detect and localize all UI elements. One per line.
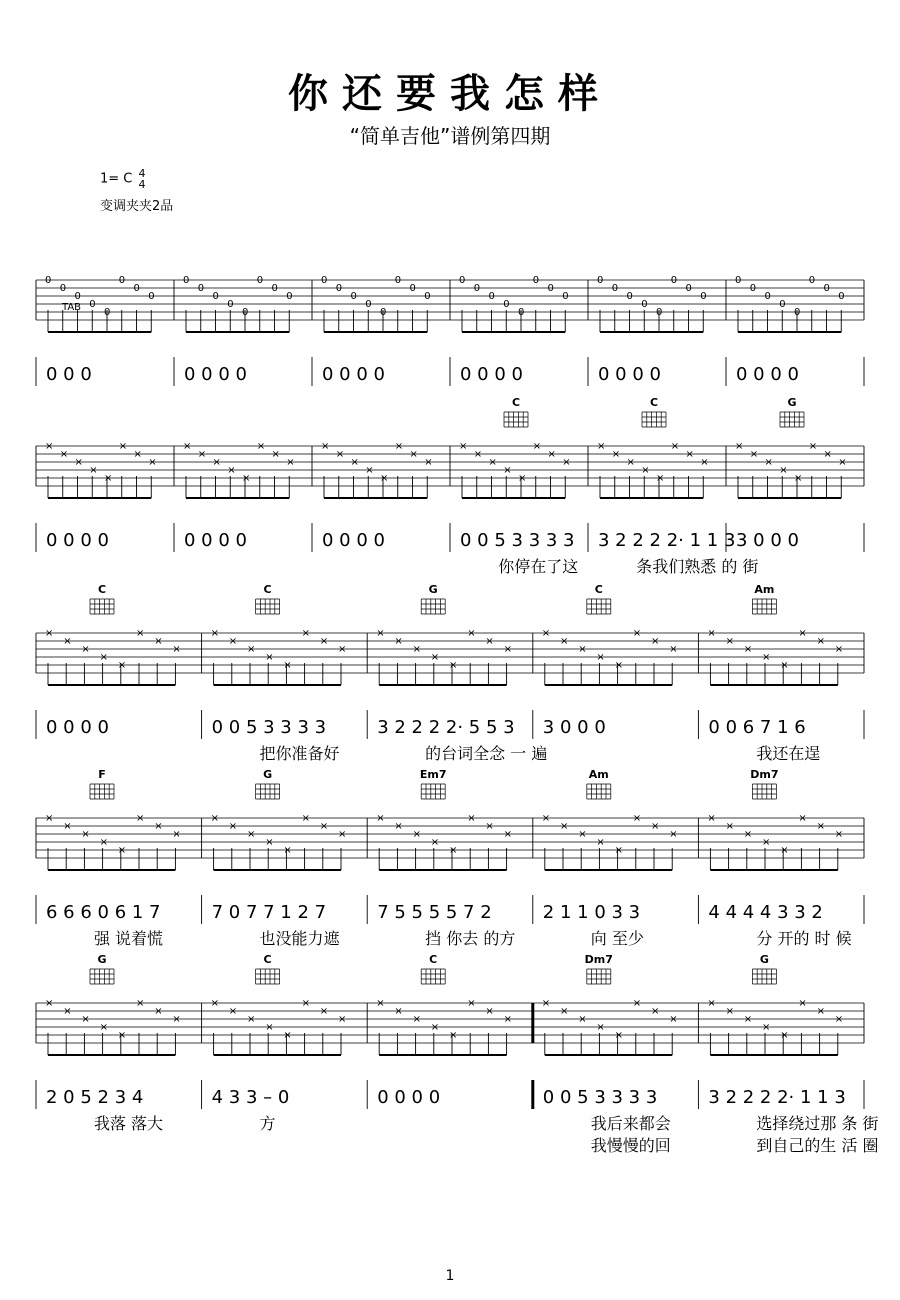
tab-fret-mark: ×	[319, 821, 329, 832]
tab-fret-mark: ×	[265, 1022, 274, 1033]
chord-name: C	[649, 396, 659, 409]
tab-fret-mark: ×	[798, 628, 807, 639]
tab-fret-mark: ×	[449, 660, 458, 671]
tab-fret-mark: ×	[503, 1014, 512, 1025]
tab-fret-mark: ×	[578, 1014, 587, 1025]
numbered-notes: 0 0 6 7 1 6	[708, 717, 806, 738]
tab-fret-mark: ×	[319, 1006, 329, 1017]
tab-fret-mark: ×	[834, 829, 844, 840]
tab-fret-mark: ×	[685, 449, 694, 460]
chord-name: Am	[754, 583, 775, 596]
tab-fret-mark: ×	[834, 1014, 844, 1025]
tab-fret-mark: 0	[735, 275, 742, 286]
tab-fret-mark: ×	[81, 1014, 90, 1025]
tab-fret-mark: ×	[412, 644, 421, 655]
chord-name: C	[511, 396, 521, 409]
tab-fret-mark: 0	[74, 291, 81, 302]
numbered-notes: 0 0 0 0	[736, 364, 799, 385]
tab-fret-mark: 0	[473, 283, 481, 294]
tab-fret-mark: ×	[780, 845, 789, 856]
tab-fret-mark: ×	[651, 1006, 660, 1017]
tab-fret-mark: 0	[838, 291, 845, 302]
tab-fret-mark: ×	[394, 636, 403, 647]
tab-fret-mark: ×	[172, 1014, 181, 1025]
lyric-line: 你停在了这	[498, 557, 579, 576]
tab-fret-mark: ×	[301, 628, 310, 639]
tab-fret-mark: ×	[89, 465, 98, 476]
tab-fret-mark: ×	[725, 636, 734, 647]
numbered-notes: 3 0 0 0	[736, 530, 799, 551]
numbered-notes: 2 1 1 0 3 3	[542, 902, 641, 923]
numbered-notes: 7 0 7 7 1 2 7	[211, 902, 327, 923]
tab-fret-mark: ×	[212, 457, 221, 468]
tab-fret-mark: ×	[81, 644, 90, 655]
lyric-line: 我落 落大	[93, 1114, 164, 1133]
tab-fret-mark: ×	[503, 465, 512, 476]
numbered-notes: 0 0 5 3 3 3 3	[460, 530, 575, 551]
tab-fret-mark: 0	[656, 307, 663, 318]
tab-fret-mark: ×	[823, 449, 832, 460]
tab-fret-mark: ×	[669, 1014, 678, 1025]
tab-fret-mark: ×	[485, 821, 494, 832]
tab-fret-mark: ×	[503, 829, 512, 840]
tab-fret-mark: 0	[118, 275, 126, 286]
lyric-line: 强 说着慌	[93, 929, 164, 948]
tab-fret-mark: ×	[597, 441, 606, 452]
tab-fret-mark: ×	[707, 998, 716, 1009]
key-signature	[100, 168, 146, 190]
numbered-notes: 0 0 0 0	[46, 717, 109, 738]
tab-fret-mark: ×	[242, 473, 251, 484]
tab-staff-svg	[0, 583, 900, 785]
tab-fret-mark: ×	[247, 1014, 256, 1025]
tab-fret-mark: ×	[614, 845, 623, 856]
tab-fret-mark: ×	[197, 449, 207, 460]
numbered-notes: 0 0 0 0	[377, 1087, 441, 1108]
tab-fret-mark: 0	[394, 275, 402, 286]
tab-fret-mark: ×	[148, 457, 157, 468]
tab-fret-mark: ×	[459, 441, 468, 452]
tab-fret-mark: ×	[228, 1006, 238, 1017]
tab-fret-mark: 0	[45, 275, 52, 286]
tab-fret-mark: 0	[286, 291, 293, 302]
tab-fret-mark: ×	[670, 441, 680, 452]
song-title: 你还要我怎样	[288, 70, 612, 117]
tab-fret-mark: ×	[172, 644, 181, 655]
tab-fret-mark: 0	[685, 283, 692, 294]
tab-fret-mark: ×	[632, 998, 642, 1009]
numbered-notes: 0 0 5 3 3 3 3	[211, 717, 327, 738]
tab-fret-mark: ×	[762, 1022, 771, 1033]
tab-fret-mark: ×	[321, 441, 330, 452]
tab-fret-mark: 0	[242, 307, 249, 318]
chord-name: C	[97, 583, 107, 596]
tab-fret-mark: ×	[560, 821, 569, 832]
tab-fret-mark: ×	[183, 441, 192, 452]
chord-name: G	[97, 953, 107, 966]
tab-fret-mark: ×	[172, 829, 181, 840]
lyric-line: 方	[259, 1114, 276, 1133]
tab-fret-mark: ×	[700, 457, 709, 468]
tab-fret-mark: 0	[424, 291, 431, 302]
tab-fret-mark: ×	[247, 829, 256, 840]
tab-fret-mark: ×	[210, 628, 219, 639]
chord-name: Em7	[419, 768, 447, 781]
song-subtitle: “简单吉他”谱例第四期	[349, 124, 551, 148]
tab-fret-mark: 0	[183, 275, 190, 286]
tab-fret-mark: 0	[133, 283, 140, 294]
tab-fret-mark: ×	[394, 1006, 403, 1017]
tab-fret-mark: ×	[779, 465, 788, 476]
tab-fret-mark: ×	[467, 998, 476, 1009]
tab-fret-mark: 0	[335, 283, 343, 294]
tab-fret-mark: ×	[762, 837, 771, 848]
tab-fret-mark: ×	[335, 449, 345, 460]
tab-fret-mark: ×	[578, 829, 587, 840]
tab-fret-mark: ×	[376, 813, 385, 824]
lyric-line-2: 到自己的生 活 圈	[756, 1136, 879, 1155]
tab-fret-mark: 0	[749, 283, 757, 294]
numbered-notes: 0 0 0 0	[322, 530, 385, 551]
tab-fret-mark: ×	[614, 660, 623, 671]
tab-fret-mark: ×	[283, 845, 292, 856]
tab-fret-mark: ×	[762, 652, 771, 663]
tab-fret-mark: ×	[376, 628, 385, 639]
numbered-notes: 6 6 6 0 6 1 7	[46, 902, 161, 923]
numbered-notes: 4 3 3 – 0	[211, 1087, 290, 1108]
tab-fret-mark: ×	[136, 628, 145, 639]
tab-fret-mark: ×	[63, 821, 72, 832]
tab-fret-mark: ×	[541, 813, 551, 824]
numbered-notes: 0 0 0	[46, 364, 92, 385]
tab-fret-mark: ×	[473, 449, 483, 460]
tab-fret-mark: ×	[136, 998, 145, 1009]
tab-fret-mark: ×	[651, 821, 660, 832]
tab-fret-mark: ×	[265, 837, 274, 848]
tab-fret-mark: ×	[228, 636, 238, 647]
tab-fret-mark: 0	[611, 283, 619, 294]
numbered-notes: 0 0 0 0	[46, 530, 109, 551]
tab-fret-mark: 0	[670, 275, 678, 286]
tab-staff-svg	[0, 768, 900, 970]
numbered-notes: 0 0 5 3 3 3 3	[542, 1087, 658, 1108]
numbered-notes: 7 5 5 5 5 7 2	[377, 902, 492, 923]
tab-fret-mark: 0	[459, 275, 466, 286]
tab-fret-mark: ×	[725, 1006, 734, 1017]
tab-fret-mark: ×	[99, 652, 108, 663]
tab-fret-mark: 0	[823, 283, 830, 294]
chord-name: Dm7	[584, 953, 613, 966]
tab-fret-mark: 0	[626, 291, 633, 302]
score-system	[0, 583, 900, 785]
tab-fret-mark: ×	[596, 837, 605, 848]
tab-fret-mark: ×	[365, 465, 374, 476]
tab-staff-svg	[0, 262, 900, 432]
tab-fret-mark: 0	[532, 275, 540, 286]
tab-fret-mark: 0	[59, 283, 67, 294]
tab-fret-mark: ×	[286, 457, 295, 468]
tab-fret-mark: 0	[700, 291, 707, 302]
tab-fret-mark: ×	[725, 821, 734, 832]
tab-fret-mark: ×	[350, 457, 359, 468]
tab-fret-mark: ×	[560, 1006, 569, 1017]
lyric-line: 向 至少	[590, 929, 644, 948]
time-signature	[139, 168, 146, 190]
tab-fret-mark: ×	[283, 660, 292, 671]
tab-fret-mark: ×	[749, 449, 759, 460]
score-system	[0, 953, 900, 1155]
numbered-notes: 3 0 0 0	[542, 717, 606, 738]
tab-fret-mark: ×	[63, 636, 72, 647]
tab-fret-mark: ×	[301, 998, 310, 1009]
tab-fret-mark: ×	[614, 1030, 623, 1041]
tab-fret-mark: 0	[641, 299, 648, 310]
tab-fret-mark: ×	[228, 821, 238, 832]
lyric-line: 分 开的 时 候	[756, 929, 852, 948]
tab-fret-mark: ×	[319, 636, 329, 647]
tab-fret-mark: ×	[338, 644, 347, 655]
numbered-notes: 0 0 0 0	[460, 364, 523, 385]
chord-name: C	[429, 953, 438, 966]
tab-fret-mark: 0	[764, 291, 771, 302]
tab-fret-mark: ×	[816, 636, 825, 647]
tab-fret-mark: 0	[518, 307, 525, 318]
time-top: 4	[138, 167, 146, 180]
tab-fret-mark: 0	[227, 299, 234, 310]
chord-name: C	[263, 953, 272, 966]
tab-fret-mark: ×	[735, 441, 744, 452]
numbered-notes: 0 0 0 0	[598, 364, 661, 385]
tab-fret-mark: ×	[596, 652, 605, 663]
lyric-line: 挡 你去 的方	[425, 929, 516, 948]
tab-fret-mark: ×	[547, 449, 556, 460]
tab-fret-mark: ×	[265, 652, 274, 663]
tab-fret-mark: ×	[136, 813, 145, 824]
tab-fret-mark: ×	[560, 636, 569, 647]
tab-fret-mark: ×	[133, 449, 142, 460]
tab-fret-mark: ×	[541, 998, 551, 1009]
tab-fret-mark: ×	[449, 1030, 458, 1041]
tab-fret-mark: ×	[578, 644, 587, 655]
chord-name: F	[98, 768, 106, 781]
tab-fret-mark: ×	[780, 1030, 789, 1041]
tab-fret-mark: ×	[117, 845, 127, 856]
chord-name: G	[759, 953, 769, 966]
tab-fret-mark: ×	[301, 813, 310, 824]
tab-fret-mark: ×	[412, 1014, 421, 1025]
tab-fret-mark: ×	[834, 644, 844, 655]
tab-fret-mark: ×	[656, 473, 665, 484]
tab-fret-mark: 0	[350, 291, 357, 302]
tab-fret-mark: ×	[380, 473, 389, 484]
tab-fret-mark: ×	[632, 628, 642, 639]
tab-fret-mark: ×	[838, 457, 847, 468]
tab-fret-mark: ×	[99, 837, 108, 848]
tab-fret-mark: ×	[430, 1022, 440, 1033]
tab-fret-mark: ×	[518, 473, 527, 484]
lyric-line: 把你准备好	[259, 744, 340, 763]
tab-fret-mark: ×	[45, 813, 54, 824]
score-system	[0, 768, 900, 970]
tab-fret-mark: 0	[794, 307, 801, 318]
chord-name: G	[263, 768, 273, 781]
tab-fret-mark: ×	[794, 473, 803, 484]
tab-fret-mark: ×	[816, 1006, 825, 1017]
chord-name: G	[428, 583, 438, 596]
score-system	[0, 396, 900, 598]
numbered-notes: 0 0 0 0	[184, 530, 247, 551]
tab-fret-mark: ×	[210, 998, 219, 1009]
tab-fret-mark: ×	[118, 441, 128, 452]
tab-fret-mark: ×	[412, 829, 421, 840]
tab-fret-mark: ×	[467, 813, 476, 824]
tab-fret-mark: ×	[338, 829, 347, 840]
tab-fret-mark: ×	[376, 998, 385, 1009]
tab-fret-mark: ×	[669, 829, 678, 840]
tab-fret-mark: ×	[780, 660, 789, 671]
tab-fret-mark: ×	[562, 457, 571, 468]
tab-fret-mark: ×	[798, 813, 807, 824]
tab-fret-mark: ×	[743, 644, 753, 655]
tab-fret-mark: ×	[45, 628, 54, 639]
tab-fret-mark: ×	[154, 821, 163, 832]
tab-fret-mark: ×	[430, 837, 440, 848]
tab-fret-mark: ×	[707, 813, 716, 824]
lyric-line: 也没能力遮	[259, 929, 340, 948]
tab-fret-mark: 0	[212, 291, 219, 302]
numbered-notes: 4 4 4 4 3 3 2	[708, 902, 823, 923]
tab-fret-mark: ×	[743, 1014, 753, 1025]
tab-fret-mark: ×	[99, 1022, 108, 1033]
numbered-notes: 2 0 5 2 3 4	[46, 1087, 144, 1108]
tab-clef: TAB	[62, 302, 82, 313]
lyric-line: 我还在逞	[756, 744, 821, 763]
tab-fret-mark: ×	[424, 457, 433, 468]
tab-fret-mark: ×	[743, 829, 753, 840]
tab-fret-mark: ×	[247, 644, 256, 655]
tab-fret-mark: 0	[488, 291, 495, 302]
numbered-notes: 0 0 0 0	[322, 364, 385, 385]
tab-fret-mark: ×	[394, 821, 403, 832]
tab-fret-mark: ×	[467, 628, 476, 639]
tab-fret-mark: ×	[596, 1022, 605, 1033]
tab-fret-mark: 0	[547, 283, 554, 294]
tab-fret-mark: ×	[488, 457, 497, 468]
tab-fret-mark: ×	[117, 660, 127, 671]
numbered-notes: 3 2 2 2 2· 5 5 3	[377, 717, 515, 738]
tab-fret-mark: 0	[271, 283, 278, 294]
tab-fret-mark: ×	[503, 644, 512, 655]
tab-fret-mark: ×	[541, 628, 551, 639]
tab-fret-mark: 0	[89, 299, 96, 310]
chord-name: Dm7	[750, 768, 779, 781]
chord-name: C	[594, 583, 603, 596]
tab-fret-mark: ×	[798, 998, 807, 1009]
tab-fret-mark: ×	[409, 449, 418, 460]
tab-fret-mark: ×	[63, 1006, 72, 1017]
lyric-line: 选择绕过那 条 街	[756, 1114, 879, 1133]
numbered-notes: 3 2 2 2 2· 1 1 3	[598, 530, 736, 551]
tab-fret-mark: ×	[632, 813, 642, 824]
chord-diagram	[752, 583, 776, 614]
tab-fret-mark: ×	[816, 821, 825, 832]
tab-fret-mark: ×	[154, 636, 163, 647]
tab-fret-mark: 0	[148, 291, 155, 302]
tab-fret-mark: 0	[779, 299, 786, 310]
tab-fret-mark: ×	[104, 473, 113, 484]
tab-fret-mark: ×	[808, 441, 818, 452]
tab-fret-mark: ×	[626, 457, 635, 468]
tab-fret-mark: ×	[45, 441, 54, 452]
tab-fret-mark: ×	[74, 457, 83, 468]
tab-fret-mark: 0	[197, 283, 205, 294]
tab-fret-mark: ×	[394, 441, 404, 452]
key-label: 1= C	[100, 171, 133, 187]
tab-fret-mark: ×	[611, 449, 621, 460]
tab-fret-mark: ×	[283, 1030, 292, 1041]
tab-fret-mark: ×	[117, 1030, 127, 1041]
tab-fret-mark: 0	[256, 275, 264, 286]
page-number: 1	[445, 1268, 455, 1284]
lyric-line: 条我们熟悉 的 街	[636, 557, 759, 576]
tab-fret-mark: ×	[641, 465, 650, 476]
lyric-line: 的台词全念 一 遍	[425, 744, 548, 763]
tab-fret-mark: ×	[338, 1014, 347, 1025]
tab-staff-svg	[0, 396, 900, 598]
tab-fret-mark: ×	[154, 1006, 163, 1017]
tab-fret-mark: ×	[651, 636, 660, 647]
tab-fret-mark: 0	[380, 307, 387, 318]
tab-fret-mark: 0	[562, 291, 569, 302]
tab-fret-mark: ×	[764, 457, 773, 468]
tab-fret-mark: ×	[669, 644, 678, 655]
tab-fret-mark: 0	[104, 307, 111, 318]
tab-fret-mark: 0	[409, 283, 416, 294]
chord-name: G	[787, 396, 797, 409]
tab-fret-mark: ×	[449, 845, 458, 856]
numbered-notes: 0 0 0 0	[184, 364, 247, 385]
tab-fret-mark: ×	[81, 829, 90, 840]
tab-fret-mark: ×	[256, 441, 266, 452]
tab-fret-mark: 0	[321, 275, 328, 286]
tab-fret-mark: ×	[430, 652, 440, 663]
chord-name: Am	[588, 768, 609, 781]
capo-note: 变调夹夹2品	[100, 199, 174, 214]
tab-fret-mark: 0	[365, 299, 372, 310]
tab-fret-mark: 0	[503, 299, 510, 310]
tab-fret-mark: ×	[532, 441, 542, 452]
tab-fret-mark: ×	[45, 998, 54, 1009]
chord-name: C	[263, 583, 272, 596]
tab-staff-svg	[0, 953, 900, 1155]
tab-fret-mark: 0	[597, 275, 604, 286]
tab-fret-mark: ×	[707, 628, 716, 639]
tab-fret-mark: 0	[808, 275, 816, 286]
time-bottom: 4	[138, 178, 146, 191]
lyric-line-2: 我慢慢的回	[590, 1136, 671, 1155]
tab-fret-mark: ×	[485, 1006, 494, 1017]
numbered-notes: 3 2 2 2 2· 1 1 3	[708, 1087, 846, 1108]
tab-fret-mark: ×	[485, 636, 494, 647]
score-system	[0, 262, 900, 432]
tab-fret-mark: ×	[271, 449, 280, 460]
lyric-line: 我后来都会	[590, 1114, 671, 1133]
tab-fret-mark: ×	[227, 465, 236, 476]
tab-fret-mark: ×	[210, 813, 219, 824]
tab-fret-mark: ×	[59, 449, 69, 460]
